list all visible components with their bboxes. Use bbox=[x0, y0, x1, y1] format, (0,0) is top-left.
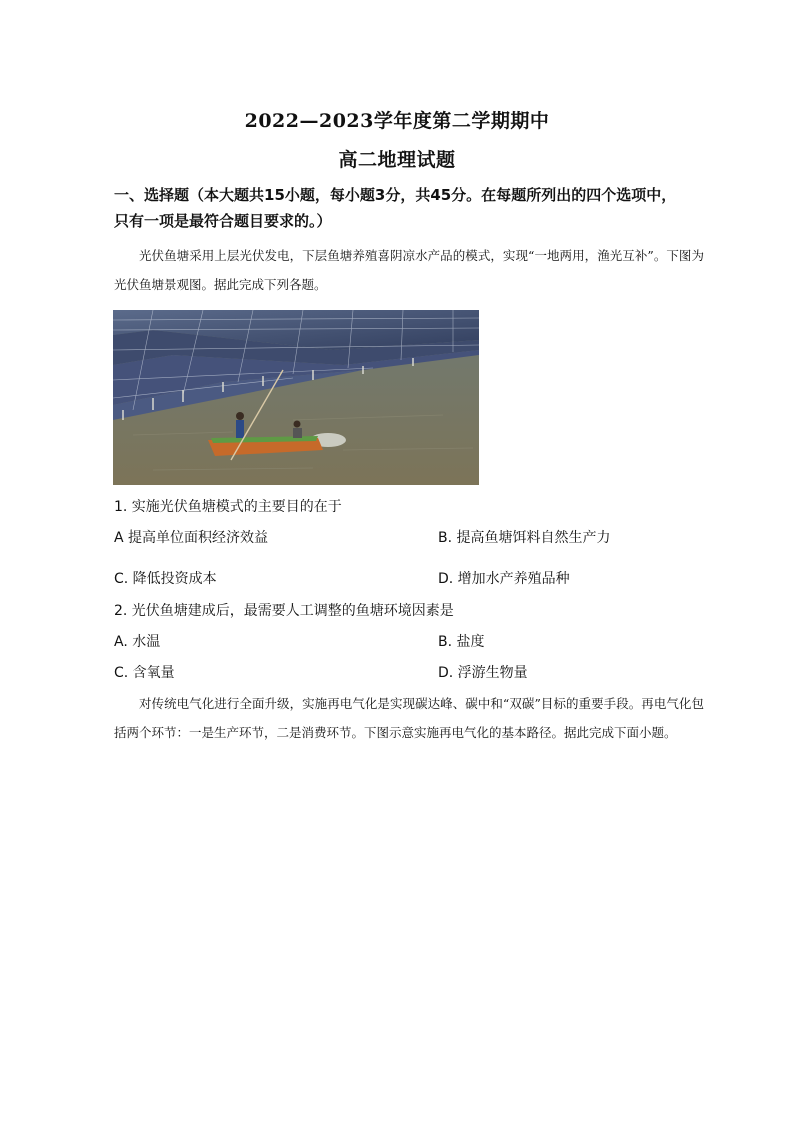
exam-title: 2022—2023学年度第二学期期中 bbox=[244, 110, 550, 132]
question-2-option-a[interactable]: A. 水温 bbox=[114, 634, 161, 650]
solar-fishpond-photo bbox=[113, 310, 479, 485]
question-1-stem: 1. 实施光伏鱼塘模式的主要目的在于 bbox=[114, 499, 342, 515]
section-heading-line1: 一、选择题（本大题共15小题，每小题3分，共45分。在每题所列出的四个选项中， bbox=[114, 186, 677, 204]
question-1-option-c[interactable]: C. 降低投资成本 bbox=[114, 571, 217, 587]
section-heading bbox=[114, 182, 704, 234]
question-1-option-b[interactable]: B. 提高鱼塘饵料自然生产力 bbox=[438, 530, 611, 546]
question-2-option-b[interactable]: B. 盐度 bbox=[438, 634, 485, 650]
question-1-option-a[interactable]: A 提高单位面积经济效益 bbox=[114, 530, 269, 546]
question-2-stem: 2. 光伏鱼塘建成后，最需要人工调整的鱼塘环境因素是 bbox=[114, 603, 454, 619]
passage-2: 对传统电气化进行全面升级，实施再电气化是实现碳达峰、碳中和“双碳”目标的重要手段。再电气化包括两个环节：一是生产环节，二是消费环节。下图示意实施再电气化的基本路径。据此完成下面小题。 bbox=[114, 696, 704, 740]
section-heading-line2: 只有一项是最符合题目要求的。） bbox=[114, 212, 332, 230]
question-1-option-d[interactable]: D. 增加水产养殖品种 bbox=[438, 571, 570, 587]
question-2-option-d[interactable]: D. 浮游生物量 bbox=[438, 665, 528, 681]
exam-subtitle: 高二地理试题 bbox=[338, 149, 456, 171]
passage-1: 光伏鱼塘采用上层光伏发电，下层鱼塘养殖喜阴凉水产品的模式，实现“一地两用，渔光互补”。下图为光伏鱼塘景观图。据此完成下列各题。 bbox=[114, 248, 704, 292]
solar-fishpond-photo-icon bbox=[113, 310, 479, 485]
question-2-option-c[interactable]: C. 含氧量 bbox=[114, 665, 175, 681]
